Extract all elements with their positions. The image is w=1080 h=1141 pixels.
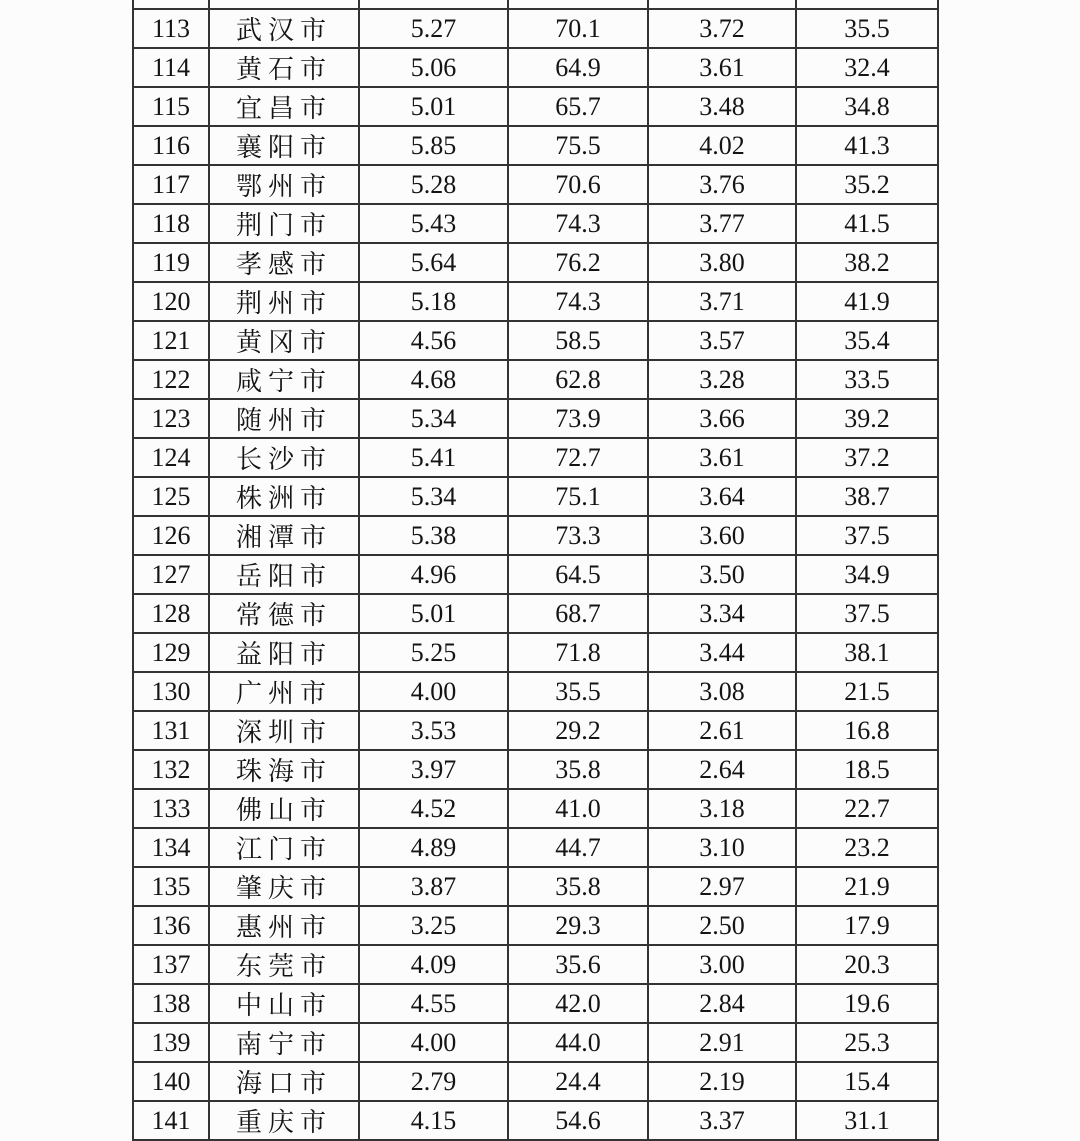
- rank-cell: 114: [133, 48, 209, 87]
- value2-cell: 70.1: [508, 9, 648, 48]
- value3-cell: 3.44: [648, 633, 796, 672]
- value3-cell: 3.61: [648, 438, 796, 477]
- value3-cell: 3.66: [648, 399, 796, 438]
- value1-cell: 3.97: [359, 750, 508, 789]
- rank-cell: 139: [133, 1023, 209, 1062]
- rank-cell: 135: [133, 867, 209, 906]
- value3-cell: 3.57: [648, 321, 796, 360]
- value1-cell: 5.27: [359, 9, 508, 48]
- value3-cell: 3.10: [648, 828, 796, 867]
- value1-cell: 4.89: [359, 828, 508, 867]
- value4-cell: 35.4: [796, 321, 938, 360]
- table-row: [133, 711, 938, 750]
- value4-cell: 32.4: [796, 48, 938, 87]
- table-body: [133, 0, 938, 1140]
- value2-cell: 44.0: [508, 1023, 648, 1062]
- value3-cell: 2.50: [648, 906, 796, 945]
- rank-cell: 116: [133, 126, 209, 165]
- rank-cell: 123: [133, 399, 209, 438]
- value4-cell: 16.8: [796, 711, 938, 750]
- table-row: [133, 204, 938, 243]
- value3-cell: 3.72: [648, 9, 796, 48]
- value1-cell: 5.18: [359, 282, 508, 321]
- table-row: [133, 477, 938, 516]
- value1-cell: 5.28: [359, 165, 508, 204]
- value2-cell: 29.3: [508, 906, 648, 945]
- value4-cell: 35.2: [796, 165, 938, 204]
- value3-cell: 2.19: [648, 1062, 796, 1101]
- value4-cell: 18.5: [796, 750, 938, 789]
- value1-cell: 5.41: [359, 438, 508, 477]
- value2-cell: 71.8: [508, 633, 648, 672]
- value3-cell: 4.02: [648, 126, 796, 165]
- rank-cell: 129: [133, 633, 209, 672]
- table-row: [133, 555, 938, 594]
- value2-cell: 74.3: [508, 204, 648, 243]
- rank-cell: 113: [133, 9, 209, 48]
- rank-cell: 115: [133, 87, 209, 126]
- city-cell: 咸宁市: [209, 360, 359, 399]
- value2-cell: 44.7: [508, 828, 648, 867]
- table-row: [133, 594, 938, 633]
- value3-cell: 3.48: [648, 87, 796, 126]
- city-cell: 海口市: [209, 1062, 359, 1101]
- table-row: [133, 9, 938, 48]
- city-cell: 南宁市: [209, 1023, 359, 1062]
- value4-cell: 21.5: [796, 672, 938, 711]
- city-cell: 荆门市: [209, 204, 359, 243]
- value4-cell: 20.3: [796, 945, 938, 984]
- value1-cell: 2.79: [359, 1062, 508, 1101]
- city-ranking-table: [132, 0, 939, 1141]
- value1-cell: 5.64: [359, 243, 508, 282]
- value1-cell: 4.55: [359, 984, 508, 1023]
- value3-cell: 3.34: [648, 594, 796, 633]
- value3-cell: 2.97: [648, 867, 796, 906]
- rank-cell: 121: [133, 321, 209, 360]
- value1-cell: 5.34: [359, 399, 508, 438]
- value4-cell: 41.5: [796, 204, 938, 243]
- table-row: [133, 165, 938, 204]
- value3-cell: 3.18: [648, 789, 796, 828]
- value1-cell: 5.85: [359, 126, 508, 165]
- value4-cell: 41.3: [796, 126, 938, 165]
- rank-cell: 128: [133, 594, 209, 633]
- rank-cell: 127: [133, 555, 209, 594]
- city-cell: 深圳市: [209, 711, 359, 750]
- city-cell: 江门市: [209, 828, 359, 867]
- table-row: [133, 48, 938, 87]
- value3-cell: 3.71: [648, 282, 796, 321]
- value4-cell: 25.3: [796, 1023, 938, 1062]
- city-cell: 武汉市: [209, 9, 359, 48]
- value1-cell: [359, 0, 508, 9]
- value2-cell: 68.7: [508, 594, 648, 633]
- rank-cell: 141: [133, 1101, 209, 1140]
- value3-cell: 3.28: [648, 360, 796, 399]
- value3-cell: 2.64: [648, 750, 796, 789]
- table-row: [133, 945, 938, 984]
- rank-cell: 125: [133, 477, 209, 516]
- value4-cell: 37.5: [796, 516, 938, 555]
- value2-cell: 75.5: [508, 126, 648, 165]
- value3-cell: 3.61: [648, 48, 796, 87]
- value3-cell: 2.61: [648, 711, 796, 750]
- table-row: [133, 1023, 938, 1062]
- value4-cell: 38.7: [796, 477, 938, 516]
- value1-cell: 4.68: [359, 360, 508, 399]
- value4-cell: 33.5: [796, 360, 938, 399]
- rank-cell: 136: [133, 906, 209, 945]
- value2-cell: 73.3: [508, 516, 648, 555]
- city-cell: 荆州市: [209, 282, 359, 321]
- city-cell: 益阳市: [209, 633, 359, 672]
- table-row: [133, 360, 938, 399]
- value1-cell: 5.25: [359, 633, 508, 672]
- value1-cell: 3.25: [359, 906, 508, 945]
- value4-cell: 37.5: [796, 594, 938, 633]
- city-cell: 湘潭市: [209, 516, 359, 555]
- table-row: [133, 243, 938, 282]
- value1-cell: 4.09: [359, 945, 508, 984]
- city-cell: 常德市: [209, 594, 359, 633]
- rank-cell: 138: [133, 984, 209, 1023]
- city-cell: 珠海市: [209, 750, 359, 789]
- city-cell: 中山市: [209, 984, 359, 1023]
- value1-cell: 5.38: [359, 516, 508, 555]
- value2-cell: 70.6: [508, 165, 648, 204]
- value2-cell: 35.8: [508, 750, 648, 789]
- rank-cell: 117: [133, 165, 209, 204]
- value2-cell: 58.5: [508, 321, 648, 360]
- value4-cell: 15.4: [796, 1062, 938, 1101]
- value2-cell: [508, 0, 648, 9]
- value2-cell: 74.3: [508, 282, 648, 321]
- value2-cell: 41.0: [508, 789, 648, 828]
- value2-cell: 35.8: [508, 867, 648, 906]
- rank-cell: 130: [133, 672, 209, 711]
- value2-cell: 29.2: [508, 711, 648, 750]
- value1-cell: 4.56: [359, 321, 508, 360]
- city-cell: 东莞市: [209, 945, 359, 984]
- value3-cell: 2.84: [648, 984, 796, 1023]
- table-row: [133, 1062, 938, 1101]
- rank-cell: 132: [133, 750, 209, 789]
- city-cell: 株洲市: [209, 477, 359, 516]
- value3-cell: 3.76: [648, 165, 796, 204]
- value3-cell: 3.77: [648, 204, 796, 243]
- table-row: [133, 633, 938, 672]
- table-row: [133, 321, 938, 360]
- city-cell: 襄阳市: [209, 126, 359, 165]
- value2-cell: 35.6: [508, 945, 648, 984]
- value1-cell: 4.96: [359, 555, 508, 594]
- value2-cell: 73.9: [508, 399, 648, 438]
- table-row: [133, 399, 938, 438]
- table-row: [133, 867, 938, 906]
- value4-cell: 19.6: [796, 984, 938, 1023]
- value3-cell: 3.60: [648, 516, 796, 555]
- value2-cell: 42.0: [508, 984, 648, 1023]
- city-cell: 长沙市: [209, 438, 359, 477]
- city-cell: 随州市: [209, 399, 359, 438]
- value1-cell: 4.00: [359, 1023, 508, 1062]
- rank-cell: 122: [133, 360, 209, 399]
- table-row: [133, 516, 938, 555]
- rank-cell: 133: [133, 789, 209, 828]
- table-row: [133, 672, 938, 711]
- value2-cell: 75.1: [508, 477, 648, 516]
- value3-cell: 3.64: [648, 477, 796, 516]
- table-row: [133, 789, 938, 828]
- value4-cell: 34.8: [796, 87, 938, 126]
- table-row: [133, 438, 938, 477]
- city-cell: 孝感市: [209, 243, 359, 282]
- city-cell: 黄冈市: [209, 321, 359, 360]
- partial-row-top: [133, 0, 938, 9]
- value3-cell: 3.37: [648, 1101, 796, 1140]
- value1-cell: 4.15: [359, 1101, 508, 1140]
- value1-cell: 5.01: [359, 594, 508, 633]
- city-cell: 佛山市: [209, 789, 359, 828]
- value4-cell: 34.9: [796, 555, 938, 594]
- rank-cell: 119: [133, 243, 209, 282]
- value4-cell: 37.2: [796, 438, 938, 477]
- value2-cell: 62.8: [508, 360, 648, 399]
- table-row: [133, 750, 938, 789]
- ranking-table-container: [132, 0, 939, 1141]
- value4-cell: 21.9: [796, 867, 938, 906]
- value1-cell: 5.06: [359, 48, 508, 87]
- value4-cell: 17.9: [796, 906, 938, 945]
- value1-cell: 5.01: [359, 87, 508, 126]
- table-row: [133, 282, 938, 321]
- rank-cell: 134: [133, 828, 209, 867]
- value3-cell: 2.91: [648, 1023, 796, 1062]
- value2-cell: 64.5: [508, 555, 648, 594]
- rank-cell: 131: [133, 711, 209, 750]
- rank-cell: [133, 0, 209, 9]
- value2-cell: 65.7: [508, 87, 648, 126]
- rank-cell: 126: [133, 516, 209, 555]
- value1-cell: 4.52: [359, 789, 508, 828]
- value4-cell: [796, 0, 938, 9]
- value2-cell: 54.6: [508, 1101, 648, 1140]
- table-row: [133, 87, 938, 126]
- city-cell: 岳阳市: [209, 555, 359, 594]
- city-cell: 重庆市: [209, 1101, 359, 1140]
- value2-cell: 24.4: [508, 1062, 648, 1101]
- value2-cell: 64.9: [508, 48, 648, 87]
- rank-cell: 120: [133, 282, 209, 321]
- city-cell: [209, 0, 359, 9]
- city-cell: 鄂州市: [209, 165, 359, 204]
- value1-cell: 3.87: [359, 867, 508, 906]
- value3-cell: 3.80: [648, 243, 796, 282]
- rank-cell: 118: [133, 204, 209, 243]
- value1-cell: 5.43: [359, 204, 508, 243]
- value4-cell: 31.1: [796, 1101, 938, 1140]
- value2-cell: 76.2: [508, 243, 648, 282]
- city-cell: 肇庆市: [209, 867, 359, 906]
- value1-cell: 3.53: [359, 711, 508, 750]
- rank-cell: 124: [133, 438, 209, 477]
- value1-cell: 4.00: [359, 672, 508, 711]
- table-row: [133, 1101, 938, 1140]
- table-row: [133, 828, 938, 867]
- table-row: [133, 126, 938, 165]
- value4-cell: 22.7: [796, 789, 938, 828]
- value3-cell: 3.00: [648, 945, 796, 984]
- city-cell: 广州市: [209, 672, 359, 711]
- rank-cell: 140: [133, 1062, 209, 1101]
- value4-cell: 41.9: [796, 282, 938, 321]
- value3-cell: [648, 0, 796, 9]
- table-row: [133, 906, 938, 945]
- value4-cell: 38.1: [796, 633, 938, 672]
- rank-cell: 137: [133, 945, 209, 984]
- city-cell: 惠州市: [209, 906, 359, 945]
- value3-cell: 3.08: [648, 672, 796, 711]
- value4-cell: 38.2: [796, 243, 938, 282]
- value3-cell: 3.50: [648, 555, 796, 594]
- table-row: [133, 984, 938, 1023]
- value2-cell: 72.7: [508, 438, 648, 477]
- value4-cell: 23.2: [796, 828, 938, 867]
- value4-cell: 39.2: [796, 399, 938, 438]
- city-cell: 宜昌市: [209, 87, 359, 126]
- value2-cell: 35.5: [508, 672, 648, 711]
- city-cell: 黄石市: [209, 48, 359, 87]
- value1-cell: 5.34: [359, 477, 508, 516]
- value4-cell: 35.5: [796, 9, 938, 48]
